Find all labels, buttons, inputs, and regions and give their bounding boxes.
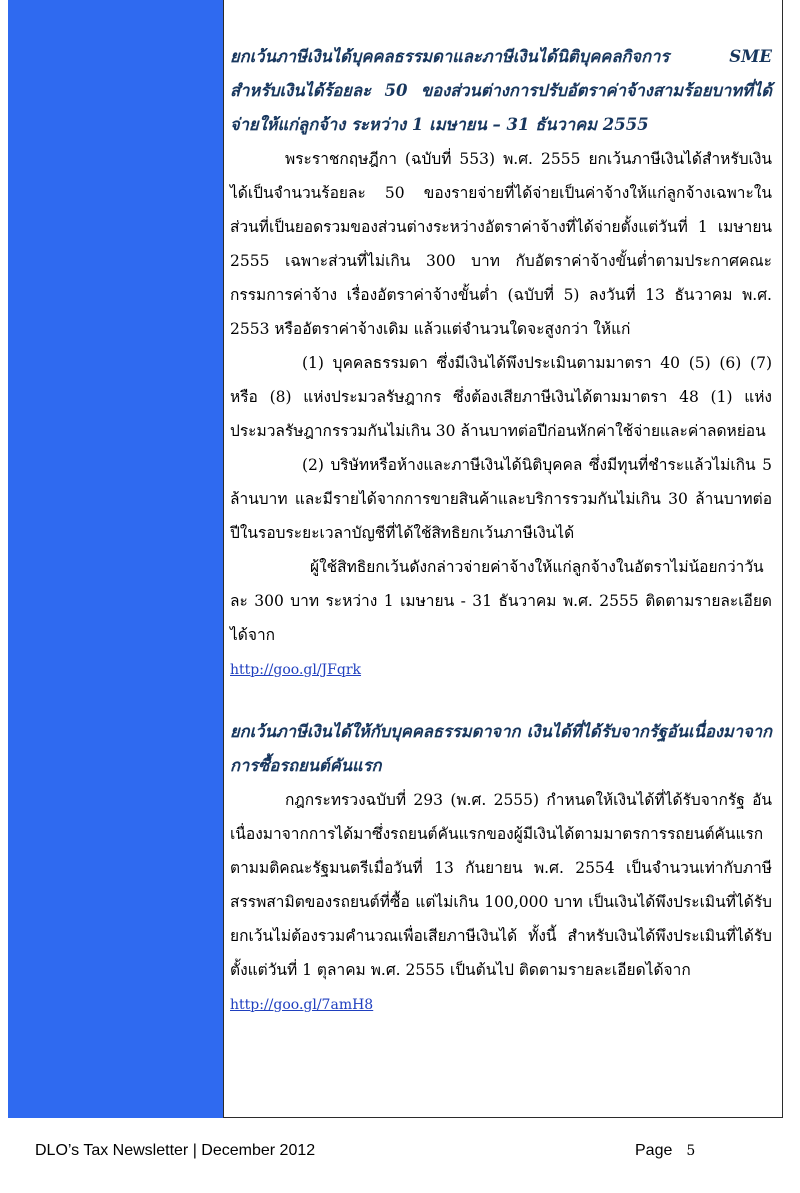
section-heading-first-car: ยกเว้นภาษีเงินได้ให้กับบุคคลธรรมดาจาก เงินได้ที่ได้รับจากรัฐอันเนื่องมาจากการซื้อรถยนต์คันแรก (230, 722, 772, 775)
article-body (230, 40, 772, 1022)
paragraph-condition: ผู้ใช้สิทธิยกเว้นดังกล่าวจ่ายค่าจ้างให้แก่ลูกจ้างในอัตราไม่น้อยกว่าวันละ 300 บาท ระหว่าง 1 เมษายน - 31 ธันวาคม พ.ศ. 2555 ติดตามรายละเอียดได้จาก (230, 558, 772, 644)
footer-page (635, 1142, 695, 1160)
link-jfqrk[interactable]: http://goo.gl/JFqrk (230, 662, 362, 678)
sidebar-band (8, 0, 224, 1118)
link-7amh8[interactable]: http://goo.gl/7amH8 (230, 997, 374, 1013)
page-number: 5 (686, 1143, 696, 1159)
footer-newsletter-title: DLO’s Tax Newsletter | December 2012 (35, 1142, 316, 1159)
section-heading-sme: ยกเว้นภาษีเงินได้บุคคลธรรมดาและภาษีเงินได้นิติบุคคลกิจการ SME สำหรับเงินได้ร้อยละ 50 ของส่วนต่างการปรับอัตราค่าจ้างสามร้อยบาทที่ได้จ่ายให้แก่ลูกจ้าง ระหว่าง 1 เมษายน – 31 ธันวาคม 2555 (230, 47, 772, 134)
page-label: Page (635, 1142, 673, 1159)
paragraph-decree: พระราชกฤษฎีกา (ฉบับที่ 553) พ.ศ. 2555 ยกเว้นภาษีเงินได้สำหรับเงินได้เป็นจำนวนร้อยละ 50 ของรายจ่ายที่ได้จ่ายเป็นค่าจ้างให้แก่ลูกจ้างเฉพาะในส่วนที่เป็นยอดรวมของส่วนต่างระหว่างอัตราค่าจ้างที่ได้จ่ายตั้งแต่วันที่ 1 เมษายน 2555 เฉพาะส่วนที่ไม่เกิน 300 บาท กับอัตราค่าจ้างขั้นต่ำตามประกาศคณะกรรมการค่าจ้าง เรื่องอัตราค่าจ้างขั้นต่ำ (ฉบับที่ 5) ลงวันที่ 13 ธันวาคม พ.ศ. 2553 หรืออัตราค่าจ้างเดิม แล้วแต่จำนวนใดจะสูงกว่า ให้แก่ (230, 150, 772, 338)
paragraph-item-1: (1) บุคคลธรรมดา ซึ่งมีเงินได้พึงประเมินตามมาตรา 40 (5) (6) (7) หรือ (8) แห่งประมวลรัษฎากร ซึ่งต้องเสียภาษีเงินได้ตามมาตรา 48 (1) แห่งประมวลรัษฎากรรวมกันไม่เกิน 30 ล้านบาทต่อปีก่อนหักค่าใช้จ่ายและค่าลดหย่อน (230, 354, 772, 440)
paragraph-ministerial-regulation: กฎกระทรวงฉบับที่ 293 (พ.ศ. 2555) กำหนดให้เงินได้ที่ได้รับจากรัฐ อันเนื่องมาจากการได้มาซึ่งรถยนต์คันแรกของผู้มีเงินได้ตามมาตรการรถยนต์คันแรก ตามมติคณะรัฐมนตรีเมื่อวันที่ 13 กันยายน พ.ศ. 2554 เป็นจำนวนเท่ากับภาษีสรรพสามิตของรถยนต์ที่ซื้อ แต่ไม่เกิน 100,000 บาท เป็นเงินได้พึงประเมินที่ได้รับยกเว้นไม่ต้องรวมคำนวณเพื่อเสียภาษีเงินได้ ทั้งนี้ สำหรับเงินได้พึงประเมินที่ได้รับตั้งแต่วันที่ 1 ตุลาคม พ.ศ. 2555 เป็นต้นไป ติดตามรายละเอียดได้จาก (230, 791, 772, 979)
section-spacer (230, 687, 772, 715)
paragraph-item-2: (2) บริษัทหรือห้างและภาษีเงินได้นิติบุคคล ซึ่งมีทุนที่ชำระแล้วไม่เกิน 5 ล้านบาท และมีรายได้จากการขายสินค้าและบริการรวมกันไม่เกิน 30 ล้านบาทต่อปีในรอบระยะเวลาบัญชีที่ได้ใช้สิทธิยกเว้นภาษีเงินได้ (230, 456, 772, 542)
